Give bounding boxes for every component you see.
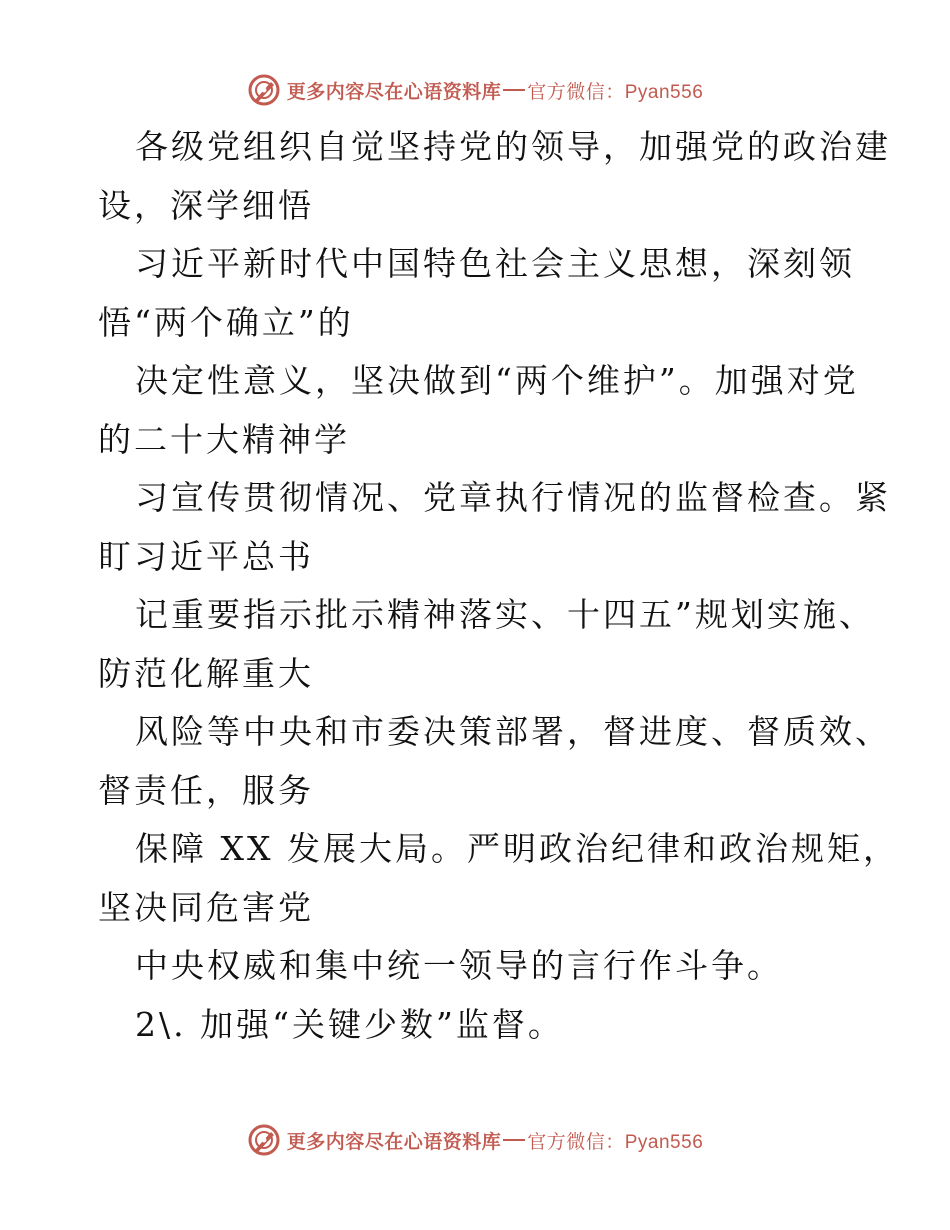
banner-text: 更多内容尽在心语资料库 <box>286 1130 502 1153</box>
paragraph-line: 盯习近平总书 <box>98 536 314 576</box>
header-banner <box>0 70 950 110</box>
paragraph-line: 保障 XX 发展大局。严明政治纪律和政治规矩， <box>135 829 899 868</box>
paragraph-line: 坚决同危害党 <box>98 887 314 927</box>
banner-account: 官方微信：Pyan556 <box>527 1131 704 1153</box>
paragraph-line: 风险等中央和市委决策部署，督进度、督质效、 <box>135 712 891 751</box>
banner-dash <box>503 89 525 91</box>
document-body <box>98 118 899 1054</box>
pen-logo-icon <box>247 73 281 107</box>
paragraph-line: 悟“两个确立”的 <box>98 302 354 342</box>
pen-logo-icon <box>247 1123 281 1157</box>
paragraph-line: 防范化解重大 <box>98 653 314 693</box>
section-heading: 2\. 加强“关键少数”监督。 <box>135 1004 564 1044</box>
paragraph-line: 中央权威和集中统一领导的言行作斗争。 <box>135 946 783 985</box>
paragraph-line: 督责任，服务 <box>98 770 314 810</box>
paragraph-line: 习近平新时代中国特色社会主义思想，深刻领 <box>135 244 855 283</box>
paragraph-line: 决定性意义，坚决做到“两个维护”。加强对党 <box>135 361 859 400</box>
banner-dash <box>503 1139 525 1141</box>
paragraph-line: 记重要指示批示精神落实、十四五”规划实施、 <box>135 595 875 634</box>
paragraph-line: 的二十大精神学 <box>98 419 350 459</box>
banner-account: 官方微信：Pyan556 <box>527 81 704 103</box>
banner-text: 更多内容尽在心语资料库 <box>286 80 502 103</box>
paragraph-line: 各级党组织自觉坚持党的领导，加强党的政治建 <box>135 127 891 166</box>
footer-banner <box>0 1120 950 1160</box>
paragraph-line: 设，深学细悟 <box>98 185 314 225</box>
paragraph-line: 习宣传贯彻情况、党章执行情况的监督检查。紧 <box>135 478 891 517</box>
